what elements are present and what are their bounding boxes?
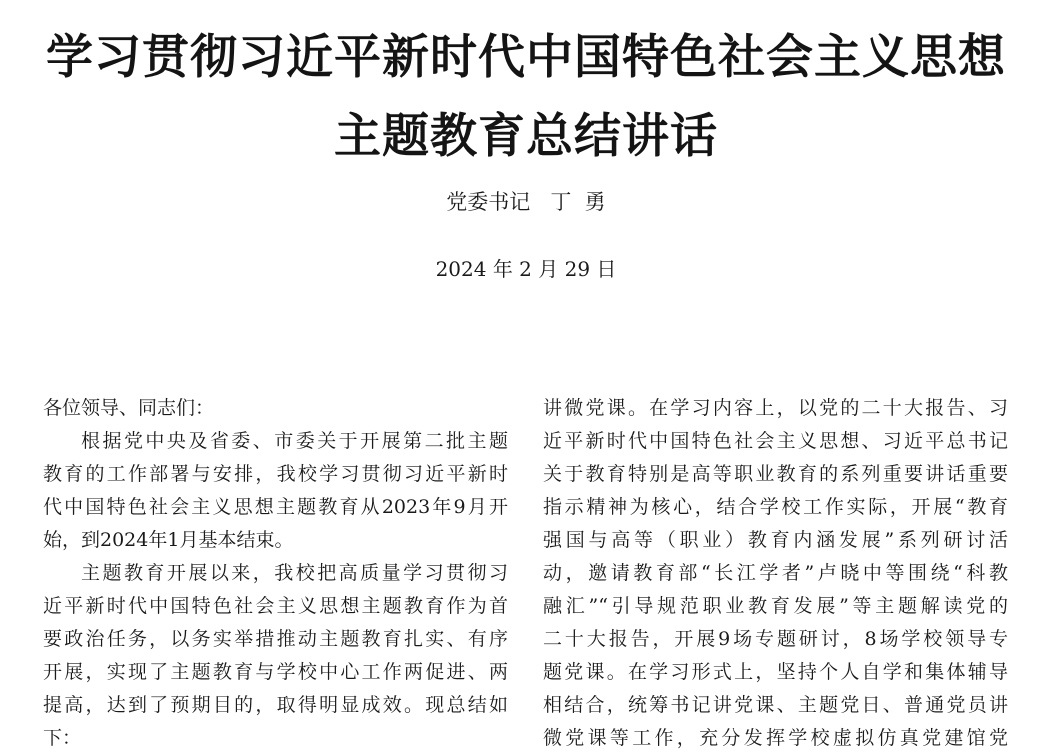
body-text-line: 主题教育开展以来，我校把高质量学习贯彻习 (81, 562, 508, 584)
speech-date: 2024 年 2 月 29 日 (435, 257, 617, 281)
body-text-line: 要政治任务，以务实举措推动主题教育扎实、有序 (43, 628, 508, 650)
body-text-line: 关于教育特别是高等职业教育的系列重要讲话重要 (543, 463, 1008, 485)
body-text-line: 教育的工作部署与安排，我校学习贯彻习近平新时 (43, 463, 508, 485)
body-text-line: 下： (43, 727, 82, 749)
body-text-line: 开展，实现了主题教育与学校中心工作两促进、两 (43, 661, 508, 683)
body-text-line: 微党课等工作，充分发挥学校虚拟仿真党建馆党 (543, 727, 1008, 749)
author-line: 党委书记 丁 勇 (446, 190, 606, 214)
document-title-line-2: 主题教育总结讲话 (334, 109, 718, 164)
body-text-line: 讲微党课。在学习内容上，以党的二十大报告、习 (543, 397, 1008, 419)
body-text-line: 强国与高等（职业）教育内涵发展”系列研讨活 (543, 529, 1008, 551)
body-text-line: 题党课。在学习形式上，坚持个人自学和集体辅导 (543, 661, 1008, 683)
body-text-line: 相结合，统筹书记讲党课、主题党日、普通党员讲 (543, 694, 1008, 716)
salutation-line: 各位领导、同志们： (43, 397, 215, 419)
body-text-line: 根据党中央及省委、市委关于开展第二批主题 (81, 430, 508, 452)
body-text-line: 动，邀请教育部“长江学者”卢晓中等围绕“科教 (543, 562, 1008, 584)
body-text-line: 融汇”“引导规范职业教育发展”等主题解读党的 (543, 595, 1008, 617)
body-text-line: 近平新时代中国特色社会主义思想、习近平总书记 (543, 430, 1008, 452)
left-text-column (43, 392, 508, 753)
body-text-line: 二十大报告，开展9场专题研讨，8场学校领导专 (543, 628, 1008, 650)
body-text-line: 代中国特色社会主义思想主题教育从2023年9月开 (43, 496, 508, 518)
body-text-line: 始，到2024年1月基本结束。 (43, 529, 294, 551)
body-text-line: 指示精神为核心，结合学校工作实际，开展“教育 (543, 496, 1008, 518)
right-text-column (543, 392, 1008, 753)
body-text-line: 提高，达到了预期目的，取得明显成效。现总结如 (43, 694, 508, 716)
document-title-line-1: 学习贯彻习近平新时代中国特色社会主义思想 (46, 30, 1006, 85)
body-text-line: 近平新时代中国特色社会主义思想主题教育作为首 (43, 595, 508, 617)
